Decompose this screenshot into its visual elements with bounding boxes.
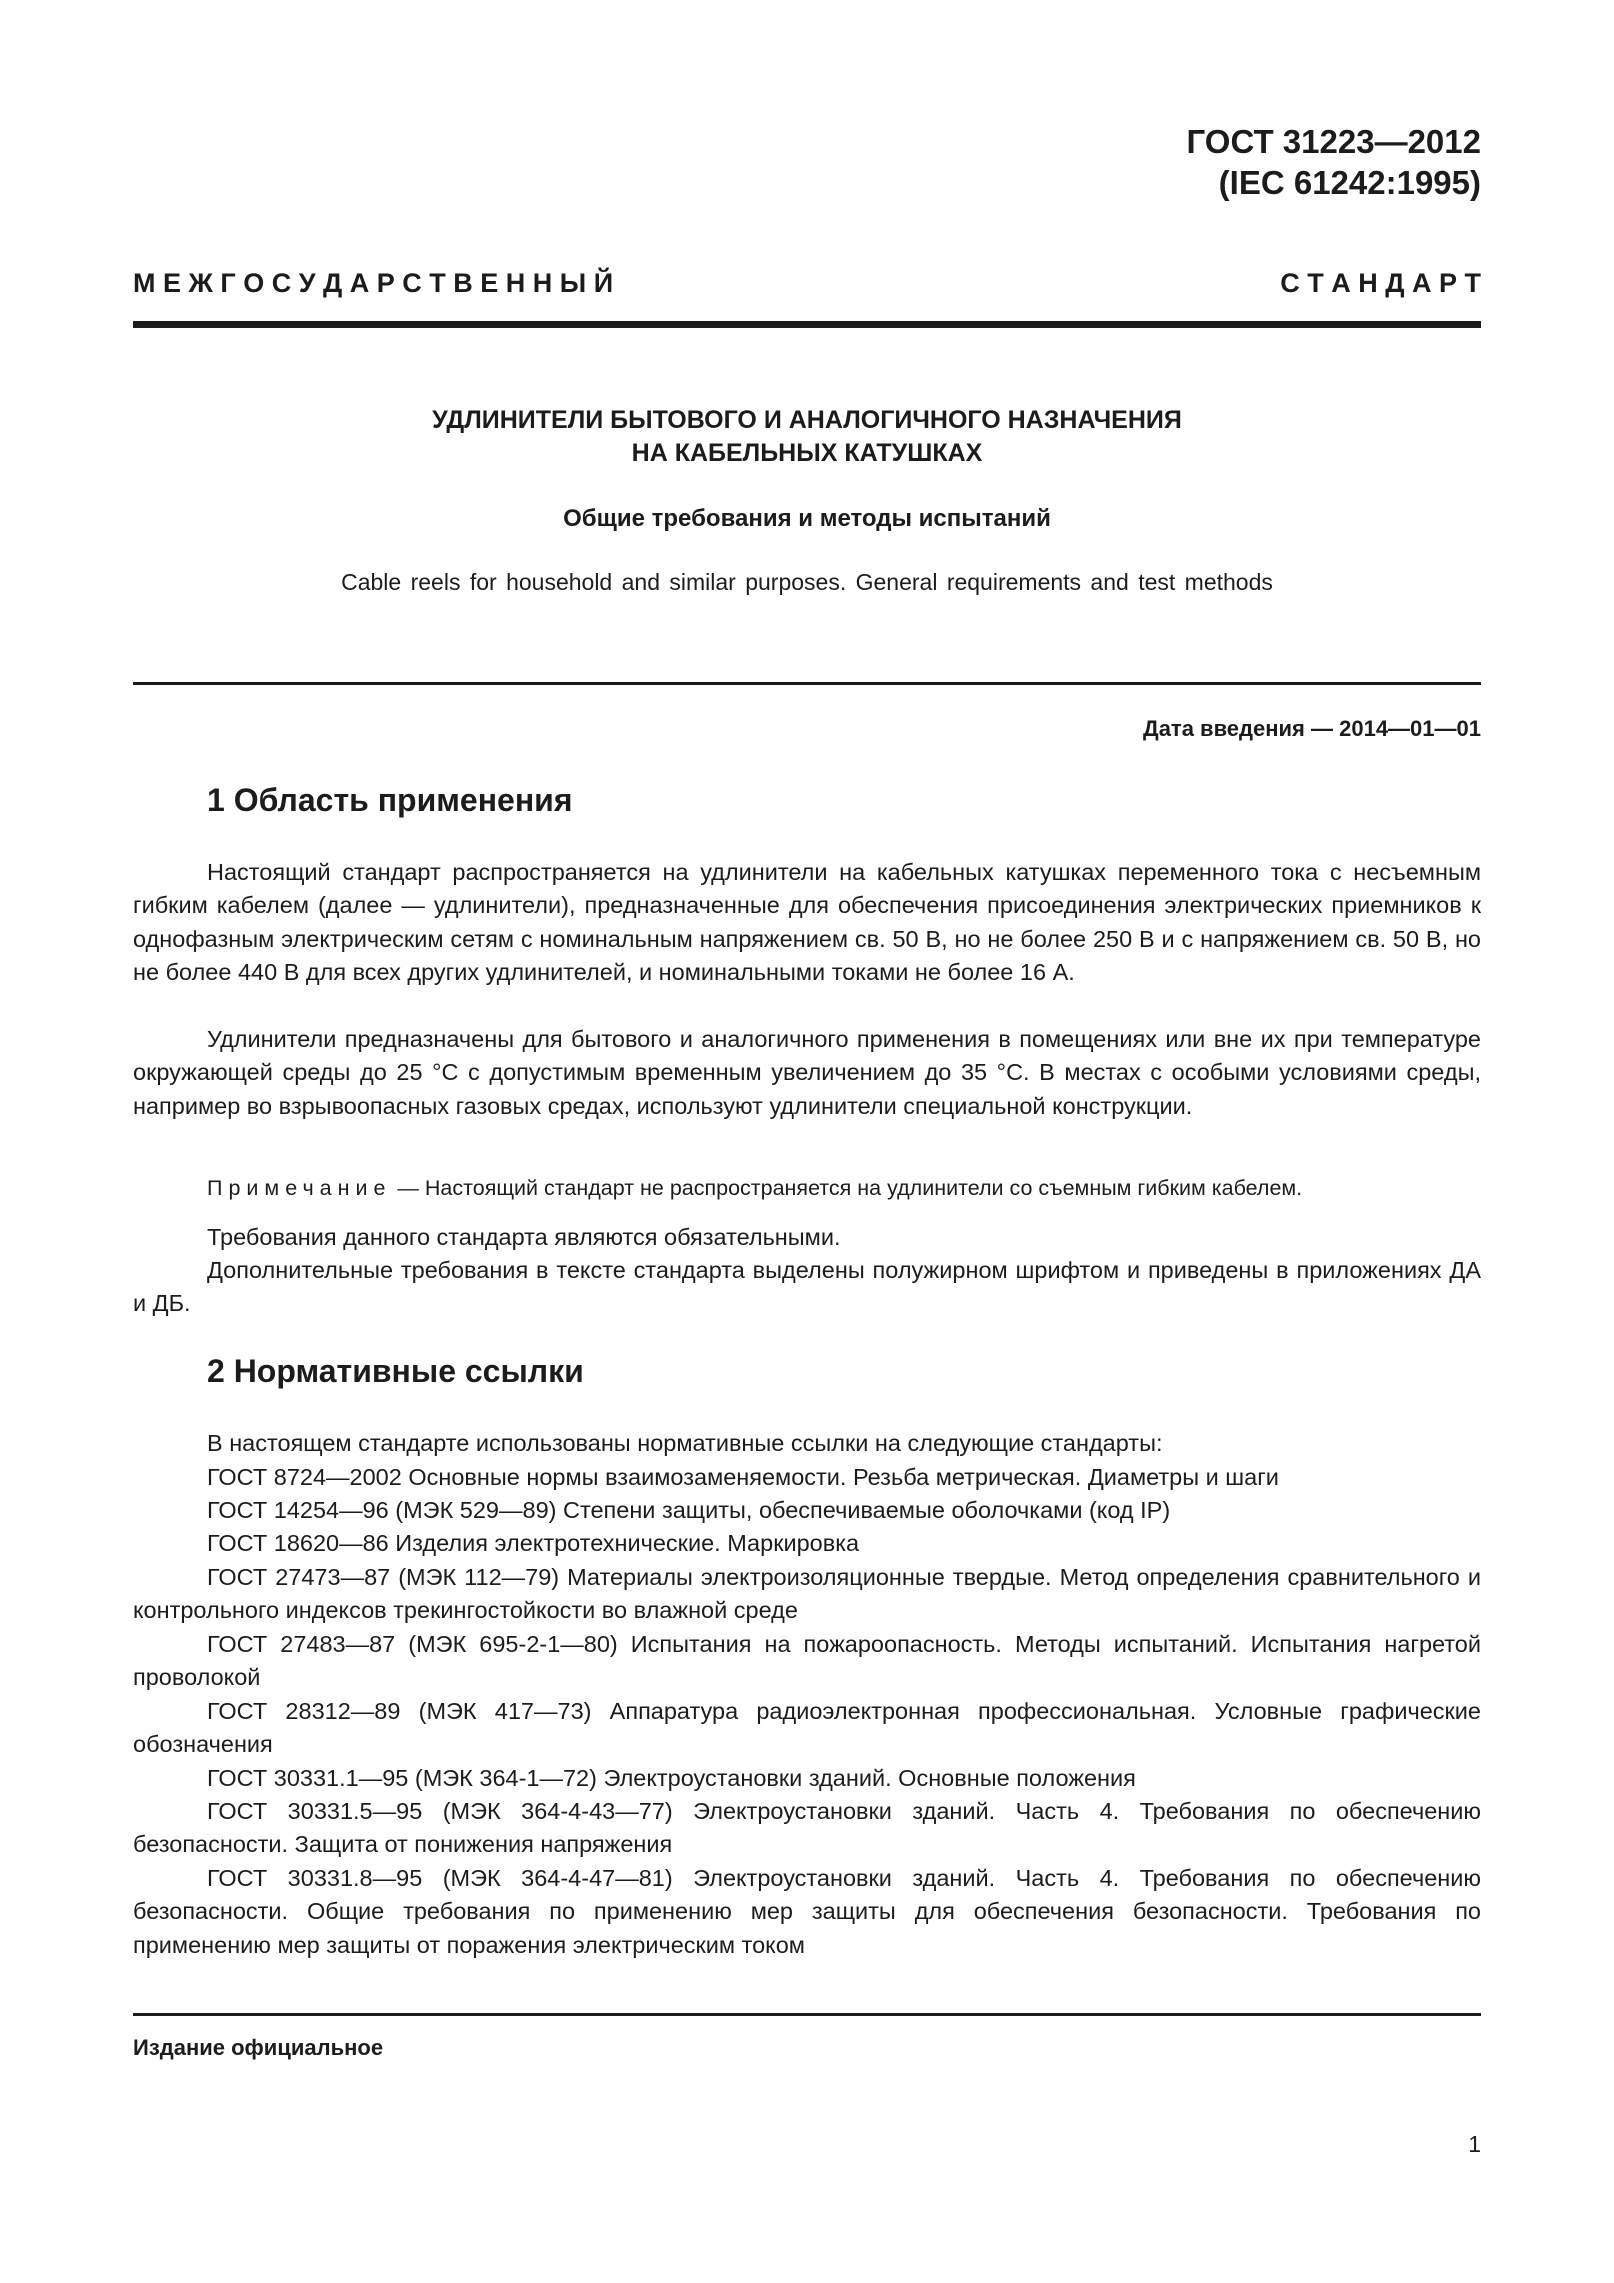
reference-item: ГОСТ 8724—2002 Основные нормы взаимозаменяемости. Резьба метрическая. Диаметры и шаги <box>207 1464 1279 1490</box>
gost-designation <box>1187 121 1481 203</box>
gost-number: ГОСТ 31223—2012 <box>1186 123 1481 160</box>
section-1-heading: 1 Область применения <box>207 782 573 818</box>
section-1-note <box>133 1172 1481 1205</box>
reference-item: ГОСТ 14254—96 (МЭК 529—89) Степени защиты, обеспечиваемые оболочками (код IP) <box>207 1497 1171 1523</box>
standard-kind-standard: С Т А Н Д А Р Т <box>1280 268 1481 298</box>
standard-kind <box>133 268 1481 299</box>
footer-rule <box>133 2013 1481 2016</box>
page-number: 1 <box>1468 2131 1481 2157</box>
reference-item: ГОСТ 30331.1—95 (МЭК 364-1—72) Электроустановки зданий. Основные положения <box>207 1765 1136 1791</box>
standard-kind-interstate: М Е Ж Г О С У Д А Р С Т В Е Н Н Ы Й <box>133 268 614 298</box>
header-rule <box>133 321 1481 328</box>
iec-number: (IEC 61242:1995) <box>1218 164 1481 201</box>
official-edition-label: Издание официальное <box>133 2035 384 2060</box>
title-line-2: НА КАБЕЛЬНЫХ КАТУШКАХ <box>631 439 983 467</box>
section-1-paragraph-1: Настоящий стандарт распространяется на удлинители на кабельных катушках переменного тока с несъемным гибким кабелем (далее — удлинители), предназначенные для обеспечения присоединения электрических приемников к однофазным электрическим сетям с номинальным напряжением св. 50 В, но не более 250 В и с напряжением св. 50 В, но не более 440 В для всех других удлинителей, и номинальными токами не более 16 А. <box>133 859 1481 986</box>
english-title: Cable reels for household and similar purposes. General requirements and test methods <box>341 569 1273 595</box>
note-label: Примечание <box>207 1176 392 1200</box>
introduction-date: Дата введения — 2014—01—01 <box>1143 716 1481 741</box>
document-subtitle: Общие требования и методы испытаний <box>563 505 1051 532</box>
reference-item: ГОСТ 30331.8—95 (МЭК 364-4-47—81) Электроустановки зданий. Часть 4. Требования по обеспечению безопасности. Общие требования по применению мер защиты для обеспечения безопасности. Требования по применению мер защиты от поражения электрическим током <box>133 1865 1481 1958</box>
section-2-intro: В настоящем стандарте использованы нормативные ссылки на следующие стандарты: <box>207 1430 1163 1456</box>
document-title <box>133 404 1481 470</box>
reference-item: ГОСТ 30331.5—95 (МЭК 364-4-43—77) Электроустановки зданий. Часть 4. Требования по обеспечению безопасности. Защита от понижения напряжения <box>133 1798 1481 1858</box>
section-1-paragraph-3: Требования данного стандарта являются обязательными. <box>207 1224 841 1250</box>
reference-item: ГОСТ 27483—87 (МЭК 695-2-1—80) Испытания на пожароопасность. Методы испытаний. Испытания нагретой проволокой <box>133 1631 1481 1691</box>
section-1-paragraph-4: Дополнительные требования в тексте стандарта выделены полужирном шрифтом и приведены в приложениях ДА и ДБ. <box>133 1257 1481 1317</box>
title-rule <box>133 682 1481 685</box>
reference-item: ГОСТ 28312—89 (МЭК 417—73) Аппаратура радиоэлектронная профессиональная. Условные графические обозначения <box>133 1698 1481 1758</box>
reference-item: ГОСТ 27473—87 (МЭК 112—79) Материалы электроизоляционные твердые. Метод определения сравнительного и контрольного индексов трекингостойкости во влажной среде <box>133 1564 1481 1624</box>
reference-item: ГОСТ 18620—86 Изделия электротехнические. Маркировка <box>207 1530 860 1556</box>
note-text: — Настоящий стандарт не распространяется на удлинители со съемным гибким кабелем. <box>391 1176 1303 1200</box>
title-line-1: УДЛИНИТЕЛИ БЫТОВОГО И АНАЛОГИЧНОГО НАЗНАЧЕНИЯ <box>432 406 1182 434</box>
section-2-heading: 2 Нормативные ссылки <box>207 1353 584 1389</box>
section-1-paragraph-2: Удлинители предназначены для бытового и аналогичного применения в помещениях или вне их при температуре окружающей среды до 25 °С с допустимым временным увеличением до 35 °С. В местах с особыми условиями среды, например во взрывоопасных газовых средах, используют удлинители специальной конструкции. <box>133 1026 1481 1119</box>
